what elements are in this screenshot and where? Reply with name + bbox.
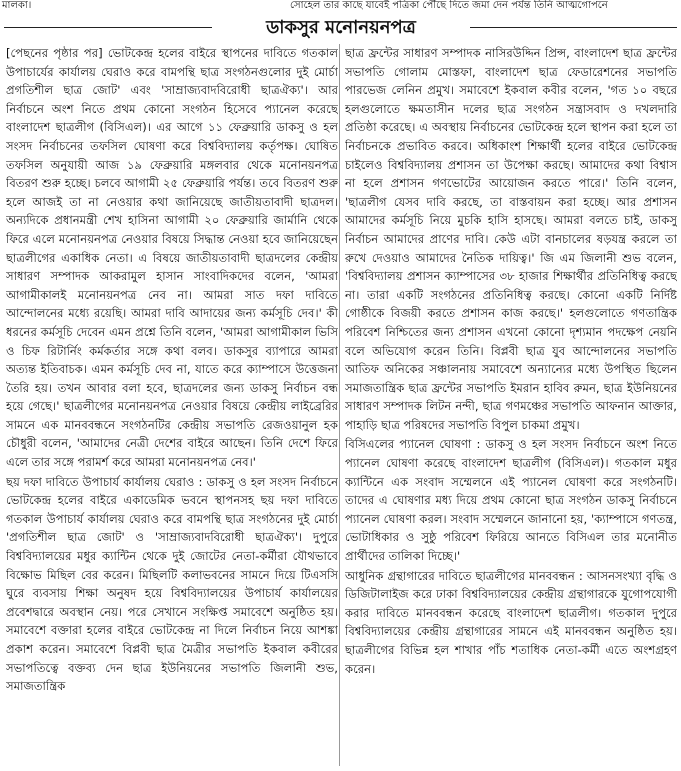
top-strip-left-fragment: মালকা। (2, 0, 32, 11)
article-column-left (6, 44, 338, 766)
article-headline: ডাকসুর মনোনয়নপত্র (266, 17, 416, 38)
headline-rule-right (470, 27, 677, 28)
paragraph-library-human-chain: আধুনিক গ্রন্থাগারের দাবিতে ছাত্রলীগের মানববন্ধন : আসনসংখ্যা বৃদ্ধি ও ডিজিটালাইজ করে ঢাকা বিশ্ববিদ্যালয়ের কেন্দ্রীয় গ্রন্থাগারকে যুগোপযোগী করার দাবিতে মানববন্ধন করেছে বাংলাদেশ ছাত্রলীগ। গতকাল দুপুরে বিশ্ববিদ্যালয়ের কেন্দ্রীয় গ্রন্থাগারের সামনে এই মানববন্ধন অনুষ্ঠিত হয়। ছাত্রলীগের বিভিন্ন হল শাখার পাঁচ শতাধিক নেতা-কর্মী এতে অংশগ্রহণ করেন। (345, 568, 677, 676)
column-divider (339, 44, 340, 766)
headline-bar (0, 14, 681, 42)
headline-rule-left (4, 27, 212, 28)
top-strip (0, 0, 681, 14)
top-strip-right-fragment: সোহেল তার কাছে যাবেই পত্রিকা পৌঁছে দিতে জমা দেন পর্যন্ত তিনি আত্মগোপনে (290, 0, 608, 11)
paragraph-bcl-panel: বিসিএলের প্যানেল ঘোষণা : ডাকসু ও হল সংসদ নির্বাচনে অংশ নিতে প্যানেল ঘোষণা করেছে বাংলাদেশ ছাত্রলীগ (বিসিএল)। গতকাল মধুর ক্যান্টিনে এক সংবাদ সম্মেলনে এই প্যানেল ঘোষণা করে সংগঠনটি। তাদের এ ঘোষণার মধ্য দিয়ে প্রথম কোনো ছাত্র সংগঠন ডাকসু নির্বাচনে প্যানেল ঘোষণা করল। সংবাদ সম্মেলনে জানানো হয়, 'ক্যাম্পাসে গণতন্ত্র, ভোটাধিকার ও সুষ্ঠু পরিবেশ ফিরিয়ে আনতে বিসিএল তার মনোনীত প্রার্থীদের তালিকা দিচ্ছে।' (345, 437, 677, 564)
paragraph-vc-office-siege: ছয় দফা দাবিতে উপাচার্য কার্যালয় ঘেরাও : ডাকসু ও হল সংসদ নির্বাচনে ভোটকেন্দ্র হলের বাইরে একাডেমিক ভবনে স্থাপনসহ ছয় দফা দাবিতে গতকাল উপাচার্য কার্যালয় ঘেরাও করে বামপন্থি ছাত্র সংগঠনের দুই মোর্চা 'প্রগতিশীল ছাত্র জোট' ও 'সাম্রাজ্যবাদবিরোধী ছাত্রঐক্য'। দুপুরে বিশ্ববিদ্যালয়ের মধুর ক্যান্টিন থেকে দুই জোটের নেতা-কর্মীরা যৌথভাবে বিক্ষোভ মিছিল বের করেন। মিছিলটি কলাভবনের সামনে দিয়ে টিএসসি ঘুরে ব্যবসায় শিক্ষা অনুষদ হয়ে বিশ্ববিদ্যালয়ের উপাচার্য কার্যালয়ের প্রবেশদ্বারে অবস্থান নেয়। পরে সেখানে সংক্ষিপ্ত সমাবেশে অনুষ্ঠিত হয়। সমাবেশে বক্তারা হলের বাইরে ভোটকেন্দ্র না দিলে নির্বাচন নিয়ে আশঙ্কা প্রকাশ করেন। সমাবেশে বিপ্লবী ছাত্র মৈত্রীর সভাপতি ইকবাল কবীরের সভাপতিত্বে বক্তব্য দেন ছাত্র ইউনিয়নের সভাপতি জিলানী শুভ, সমাজতান্ত্রিক (6, 474, 338, 694)
paragraph-rally-speeches: ছাত্র ফ্রন্টের সাধারণ সম্পাদক নাসিরউদ্দিন প্রিন্স, বাংলাদেশ ছাত্র ফ্রন্টের সভাপতি গোলাম মোস্তফা, বাংলাদেশ ছাত্র ফেডারেশনের সভাপতি পারভেজ লেনিন প্রমুখ। সমাবেশে ইকবাল কবীর বলেন, 'গত ১০ বছরে হলগুলোতে ক্ষমতাসীন দলের ছাত্র সংগঠন সন্ত্রাসবাদ ও দখলদারি প্রতিষ্ঠা করেছে। এ অবস্থায় নির্বাচনের ভোটকেন্দ্র হলে স্থাপন করা হলে তা নির্বাচনকে প্রভাবিত করবে। অধিকাংশ শিক্ষার্থী হলের বাইরে ভোটকেন্দ্র চাইলেও বিশ্ববিদ্যালয় প্রশাসন তা উপেক্ষা করছে। আমাদের কথা বিশ্বাস না হলে প্রশাসন গণভোটের আয়োজন করতে পারে।' তিনি বলেন, 'ছাত্রলীগ যেসব দাবি করছে, তা বাস্তবায়ন করা হচ্ছে। আর প্রশাসন আমাদের কর্মসূচি নিয়ে মুচকি হাসি হাসছে। আমরা বলতে চাই, ডাকসু নির্বাচন আমাদের প্রাণের দাবি। কেউ এটা বানচালের ষড়যন্ত্র করলে তা রুখে দেওয়াও আমাদের নৈতিক দায়িত্ব।' জি এম জিলানী শুভ বলেন, 'বিশ্ববিদ্যালয় প্রশাসন ক্যাম্পাসের ৩৮ হাজার শিক্ষার্থীর প্রতিনিধিত্ব করছে না। তারা একটি সংগঠনের প্রতিনিধিত্ব করছে। কোনো একটি নির্দিষ্ট গোষ্ঠীকে বিজয়ী করতে প্রশাসন কাজ করছে।' হলগুলোতে গণতান্ত্রিক পরিবেশ নিশ্চিতের জন্য প্রশাসন এখনো কোনো দৃশ্যমান পদক্ষেপ নেয়নি বলে অভিযোগ করেন তিনি। বিপ্লবী ছাত্র যুব আন্দোলনের সভাপতি আতিফ অনিকের সঞ্চালনায় সমাবেশে অন্যান্যের মধ্যে উপস্থিত ছিলেন সমাজতান্ত্রিক ছাত্র ফ্রন্টের সভাপতি ইমরান হাবিব রুমন, ছাত্র ইউনিয়নের সাধারণ সম্পাদক লিটন নন্দী, ছাত্র গণমঞ্চের সভাপতি আফনান আক্তার, পাহাড়ি ছাত্র পরিষদের সভাপতি বিপুল চাকমা প্রমুখ। (345, 46, 677, 432)
article-column-right (345, 44, 677, 766)
paragraph-intro: [পেছনের পৃষ্ঠার পর] ভোটকেন্দ্র হলের বাইরে স্থাপনের দাবিতে গতকাল উপাচার্যের কার্যালয় ঘেরাও করে বামপন্থি ছাত্র সংগঠনগুলোর দুই মোর্চা প্রগতিশীল ছাত্র জোট' এবং 'সাম্রাজ্যবাদবিরোধী ছাত্রঐক্য'। আর নির্বাচনে অংশ নিতে প্রথম কোনো সংগঠন হিসেবে প্যানেল করেছে বাংলাদেশ ছাত্রলীগ (বিসিএল)। এর আগে ১১ ফেব্রুয়ারি ডাকসু ও হল সংসদ নির্বাচনের তফসিল ঘোষণা করে বিশ্ববিদ্যালয় কর্তৃপক্ষ। ঘোষিত তফসিল অনুযায়ী আজ ১৯ ফেব্রুয়ারি মঙ্গলবার থেকে মনোনয়নপত্র বিতরণ শুরু হচ্ছে। চলবে আগামী ২৫ ফেব্রুয়ারি পর্যন্ত। তবে বিতরণ শুরু হলে আজই তা না নেওয়ার কথা জানিয়েছে জাতীয়তাবাদী ছাত্রদল। অন্যদিকে প্রধানমন্ত্রী শেখ হাসিনা আগামী ২০ ফেব্রুয়ারি জার্মানি থেকে ফিরে এলে মনোনয়নপত্র নেওয়ার বিষয়ে সিদ্ধান্ত নেওয়া হবে জানিয়েছেন ছাত্রলীগের একাধিক নেতা। এ বিষয়ে জাতীয়তাবাদী ছাত্রদলের কেন্দ্রীয় সাধারণ সম্পাদক আকরামুল হাসান সাংবাদিকদের বলেন, 'আমরা আগামীকালই মনোনয়নপত্র নেব না। আমরা সাত দফা দাবিতে আন্দোলনের মধ্যে রয়েছি। আমরা দাবি আদায়ের জন্য কর্মসূচি দেব।' কী ধরনের কর্মসূচি দেবেন এমন প্রশ্নে তিনি বলেন, 'আমরা আগামীকাল ভিসি ও চিফ রিটার্নিং কর্মকর্তার সঙ্গে কথা বলব। ডাকসুর ব্যাপারে আমরা অত্যন্ত ইতিবাচক। এমন কর্মসূচি দেব না, যাতে করে ক্যাম্পাসে উত্তেজনা তৈরি হয়। তখন আবার বলা হবে, ছাত্রদলের জন্য ডাকসু নির্বাচন বন্ধ হয়ে গেছে।' ছাত্রলীগের মনোনয়নপত্র নেওয়ার বিষয়ে কেন্দ্রীয় লাইব্রেরির সামনে এক মানববন্ধনে সংগঠনটির কেন্দ্রীয় সভাপতি রেজওয়ানুল হক চৌধুরী বলেন, 'আমাদের নেত্রী দেশের বাইরে আছেন। তিনি দেশে ফিরে এলে তার সঙ্গে পরামর্শ করে আমরা মনোনয়নপত্র নেব।' (6, 46, 338, 470)
